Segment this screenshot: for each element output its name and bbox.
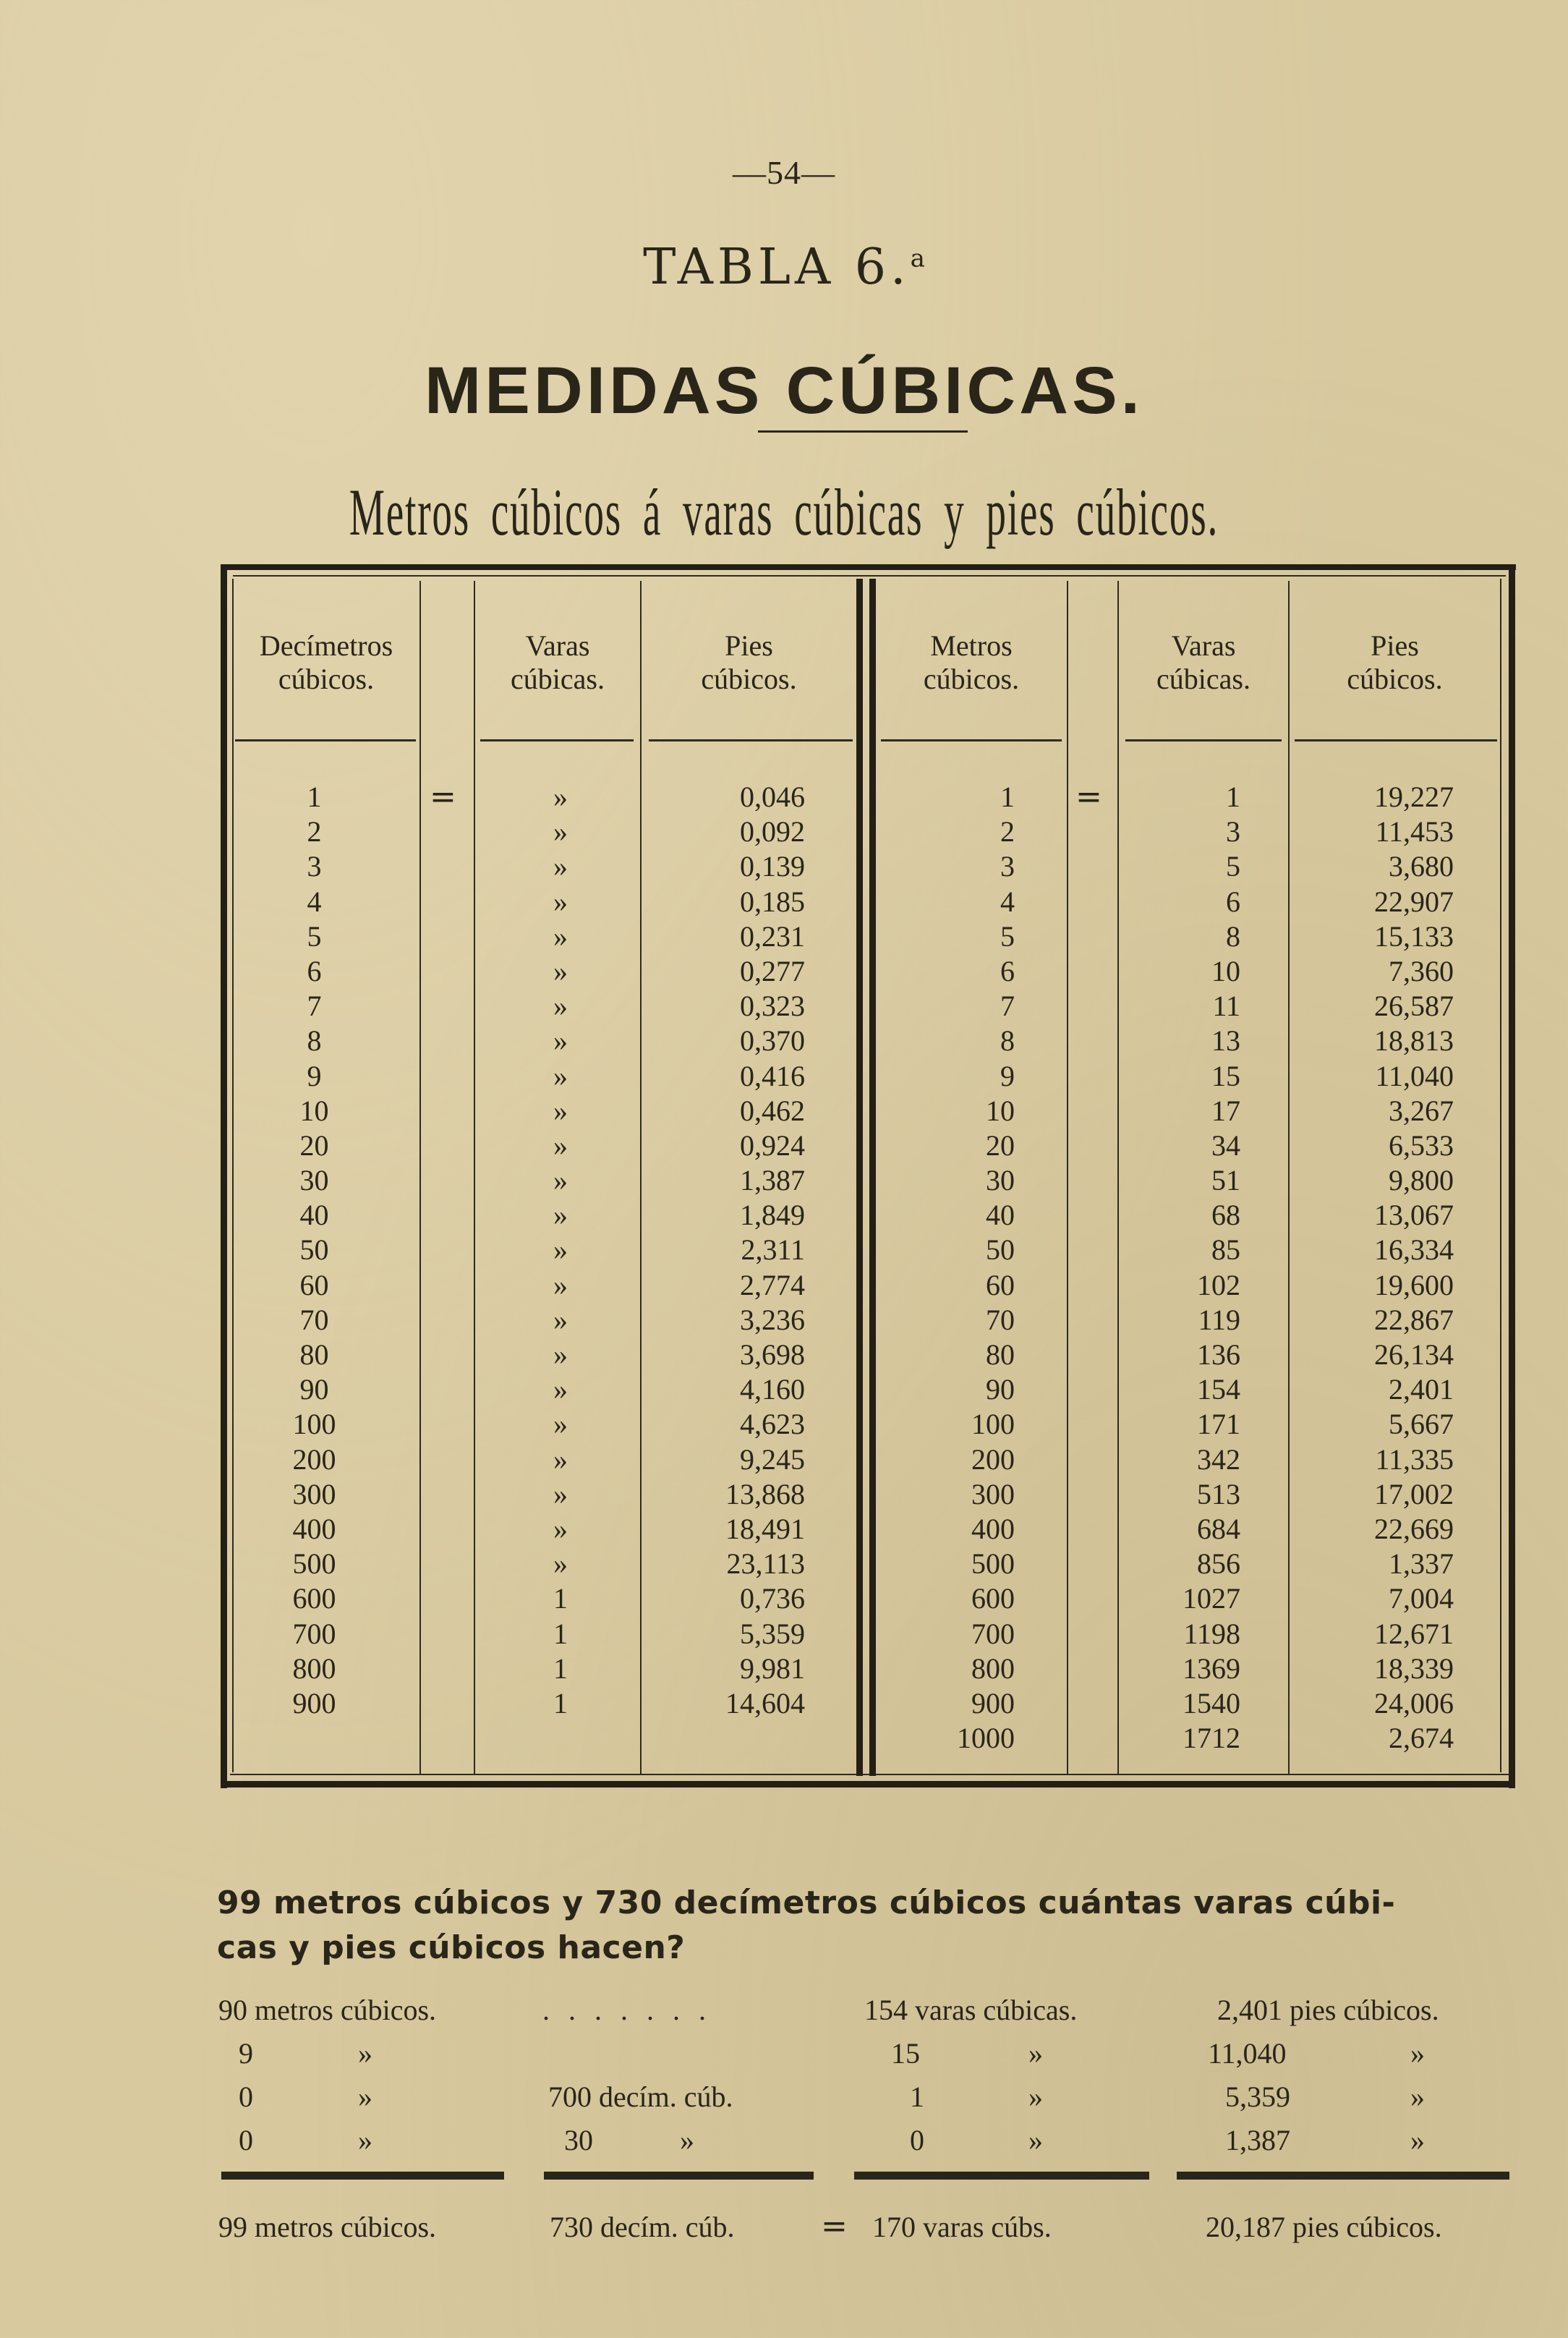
- work-metros: 0: [239, 2080, 253, 2113]
- table-cell-varas: 684: [1197, 1512, 1240, 1545]
- table-cell-units: 5: [307, 919, 322, 953]
- total-metros: 99 metros cúbicos.: [218, 2211, 437, 2243]
- col-sep-left-1: [419, 581, 421, 1774]
- table-cell-varas: 13: [1211, 1024, 1240, 1058]
- table-cell-units: 100: [971, 1408, 1015, 1441]
- table-cell-varas: »: [553, 1442, 568, 1476]
- header-line: Varas: [525, 629, 590, 662]
- table-cell-varas: »: [553, 850, 568, 883]
- table-cell-pies: 6,533: [1389, 1128, 1454, 1162]
- work-pies: [1217, 1993, 1439, 2027]
- table-cell-pies: 3,236: [740, 1303, 805, 1336]
- table-cell-varas: 6: [1226, 885, 1240, 918]
- table-cell-pies: 19,227: [1374, 781, 1454, 813]
- table-cell-pies: 4,623: [740, 1408, 805, 1441]
- table-cell-varas: »: [553, 1268, 568, 1301]
- table-cell-pies: 22,867: [1374, 1303, 1454, 1336]
- col-sep-left-2: [474, 581, 475, 1774]
- table-cell-units: 10: [986, 1094, 1015, 1127]
- table-cell-varas: 856: [1197, 1547, 1240, 1581]
- table-cell-pies: 26,587: [1374, 990, 1454, 1023]
- table-cell-units: 20: [986, 1128, 1015, 1162]
- table-cell-pies: 3,267: [1389, 1094, 1454, 1127]
- work-unit-ditto: »: [358, 2124, 372, 2156]
- table-cell-pies: 2,401: [1389, 1373, 1454, 1406]
- title-underline: [758, 430, 968, 433]
- equals-sign-right: =: [1075, 778, 1102, 815]
- table-cell-varas: 1027: [1183, 1582, 1240, 1615]
- table-cell-units: 8: [307, 1024, 322, 1058]
- work-leader-dots: . . . . . . .: [542, 1994, 712, 2026]
- work-decim: [548, 2080, 733, 2114]
- header-line: cúbicas.: [1156, 663, 1250, 695]
- table-cell-varas: »: [553, 1338, 568, 1371]
- header-rule: [881, 739, 1062, 741]
- work-unit: metros cúbicos.: [255, 1994, 437, 2026]
- table-cell-varas: 11: [1212, 990, 1240, 1023]
- table-cell-pies: 11,040: [1375, 1059, 1454, 1092]
- table-cell-units: 900: [292, 1686, 336, 1720]
- sum-rule: [854, 2172, 1149, 2180]
- table-cell-pies: 3,698: [740, 1338, 805, 1371]
- table-cell-pies: 0,092: [740, 815, 805, 849]
- total-pies: 20,187 pies cúbicos.: [1206, 2211, 1442, 2243]
- table-cell-varas: »: [553, 1373, 568, 1406]
- table-cell-varas: 8: [1226, 919, 1240, 953]
- work-pies: 11,040: [1208, 2037, 1287, 2070]
- table-right-inner-rule: [1500, 579, 1501, 1772]
- work-unit-ditto: »: [680, 2124, 694, 2156]
- table-cell-varas: »: [553, 1303, 568, 1336]
- table-cell-varas: »: [553, 919, 568, 953]
- header-line: cúbicos.: [1347, 663, 1443, 695]
- center-divider-b: [869, 579, 876, 1776]
- table-cell-varas: »: [553, 1408, 568, 1441]
- work-pies: 1,387: [1225, 2124, 1290, 2156]
- table-cell-units: 700: [292, 1617, 336, 1650]
- table-cell-pies: 9,800: [1389, 1164, 1454, 1197]
- table-cell-units: 90: [986, 1373, 1015, 1406]
- work-unit: pies cúbicos.: [1290, 1994, 1439, 2026]
- table-right-border: [1509, 564, 1515, 1788]
- table-cell-units: 300: [971, 1477, 1015, 1510]
- table-cell-varas: 1712: [1183, 1722, 1240, 1755]
- work-varas: [864, 1993, 1077, 2027]
- table-cell-pies: 18,339: [1374, 1652, 1454, 1685]
- table-label: [0, 239, 1568, 296]
- table-cell-varas: »: [553, 1547, 568, 1581]
- work-unit-ditto: »: [358, 2080, 372, 2113]
- table-cell-units: 2: [1000, 815, 1015, 849]
- table-cell-units: 8: [1000, 1024, 1015, 1058]
- table-cell-units: 4: [307, 885, 322, 918]
- table-cell-pies: 0,416: [740, 1059, 805, 1092]
- table-cell-pies: 0,462: [740, 1094, 805, 1127]
- header-varas-right: [1119, 629, 1288, 696]
- table-cell-varas: 1: [553, 1652, 568, 1685]
- table-cell-pies: 24,006: [1374, 1686, 1454, 1720]
- sum-rule: [221, 2172, 504, 2180]
- table-cell-units: 300: [292, 1477, 336, 1510]
- table-cell-pies: 5,359: [740, 1617, 805, 1650]
- header-line: Pies: [1371, 629, 1419, 662]
- table-cell-varas: 119: [1198, 1303, 1240, 1336]
- table-cell-pies: 0,139: [740, 850, 805, 883]
- table-cell-units: 7: [307, 990, 322, 1023]
- table-cell-units: 500: [292, 1547, 336, 1581]
- table-cell-units: 2: [307, 815, 322, 849]
- table-cell-varas: 171: [1197, 1408, 1240, 1441]
- table-cell-pies: 0,323: [740, 990, 805, 1023]
- table-cell-units: 100: [292, 1408, 336, 1441]
- table-cell-pies: 1,337: [1389, 1547, 1454, 1581]
- table-cell-units: 800: [971, 1652, 1015, 1685]
- table-cell-units: 50: [299, 1233, 329, 1267]
- table-cell-pies: 4,160: [740, 1373, 805, 1406]
- table-cell-pies: 7,004: [1389, 1582, 1454, 1615]
- table-cell-pies: 3,680: [1389, 850, 1454, 883]
- table-cell-units: 1: [1000, 781, 1015, 813]
- work-varas: 0: [910, 2124, 924, 2156]
- table-cell-units: 80: [986, 1338, 1015, 1371]
- header-line: Pies: [725, 629, 773, 662]
- table-cell-units: 400: [971, 1512, 1015, 1545]
- work-unit-ditto: »: [1410, 2080, 1425, 2113]
- table-cell-pies: 11,335: [1375, 1442, 1454, 1476]
- work-value: 154: [864, 1994, 908, 2026]
- table-cell-varas: »: [553, 954, 568, 987]
- sum-rule: [544, 2172, 814, 2180]
- table-cell-varas: 68: [1211, 1199, 1240, 1232]
- table-cell-pies: 0,046: [740, 781, 805, 813]
- table-cell-units: 9: [1000, 1059, 1015, 1092]
- table-cell-varas: 1198: [1183, 1617, 1240, 1650]
- table-cell-pies: 18,491: [725, 1512, 805, 1545]
- table-cell-pies: 2,674: [1389, 1722, 1454, 1755]
- table-cell-units: 70: [299, 1303, 329, 1336]
- table-cell-varas: »: [553, 885, 568, 918]
- header-decimetros: [233, 629, 419, 696]
- table-cell-units: 70: [986, 1303, 1015, 1336]
- work-value: 2,401: [1217, 1994, 1282, 2026]
- table-cell-varas: 1369: [1183, 1652, 1240, 1685]
- table-cell-varas: »: [553, 1512, 568, 1545]
- work-unit-ditto: »: [1410, 2124, 1425, 2156]
- work-value: 700: [548, 2080, 592, 2113]
- table-cell-varas: 51: [1211, 1164, 1240, 1197]
- table-cell-varas: 1: [553, 1686, 568, 1720]
- column-varas-right: [1119, 780, 1240, 1756]
- header-line: cúbicas.: [511, 663, 605, 695]
- table-cell-pies: 0,736: [740, 1582, 805, 1615]
- work-unit-ditto: »: [1028, 2124, 1043, 2156]
- table-cell-varas: »: [553, 1024, 568, 1058]
- table-top-border: [221, 564, 1516, 570]
- work-unit-ditto: »: [358, 2037, 372, 2070]
- table-label-text: TABLA 6.: [643, 239, 911, 296]
- table-cell-units: 10: [299, 1094, 329, 1127]
- page-subtitle: Metros cúbicos á varas cúbicas y pies cúbicos.: [349, 475, 1219, 549]
- header-rule: [1125, 739, 1282, 741]
- table-cell-units: 7: [1000, 990, 1015, 1023]
- table-cell-pies: 13,067: [1374, 1199, 1454, 1232]
- table-cell-varas: »: [553, 815, 568, 849]
- table-cell-units: 700: [971, 1617, 1015, 1650]
- table-cell-pies: 22,907: [1374, 885, 1454, 918]
- total-decim: 730 decím. cúb.: [550, 2211, 735, 2243]
- table-cell-pies: 14,604: [725, 1686, 805, 1720]
- table-cell-pies: 26,134: [1374, 1338, 1454, 1371]
- page-title: MEDIDAS CÚBICAS.: [425, 354, 1143, 428]
- table-cell-units: 6: [1000, 954, 1015, 987]
- header-line: cúbicos.: [701, 663, 797, 695]
- header-metros: [876, 629, 1067, 696]
- table-cell-varas: »: [553, 1059, 568, 1092]
- table-cell-units: 20: [299, 1128, 329, 1162]
- column-metros: [876, 780, 1015, 1756]
- table-cell-pies: 0,231: [740, 919, 805, 953]
- column-pies-left: [642, 780, 805, 1721]
- header-rule: [235, 739, 416, 741]
- header-rule: [1295, 739, 1497, 741]
- table-cell-varas: »: [553, 990, 568, 1023]
- table-cell-varas: 3: [1226, 815, 1240, 849]
- equals-sign-left: =: [430, 778, 456, 815]
- table-cell-varas: »: [553, 1477, 568, 1510]
- header-rule: [480, 739, 634, 741]
- table-cell-varas: 102: [1197, 1268, 1240, 1301]
- table-cell-units: 200: [971, 1442, 1015, 1476]
- table-cell-units: 600: [971, 1582, 1015, 1615]
- table-cell-pies: 0,924: [740, 1128, 805, 1162]
- header-line: Decímetros: [259, 629, 393, 662]
- table-cell-units: 200: [292, 1442, 336, 1476]
- work-decim: 30: [564, 2124, 593, 2156]
- column-decimetros: [233, 780, 396, 1721]
- table-cell-pies: 9,245: [740, 1442, 805, 1476]
- table-cell-pies: 11,453: [1375, 815, 1454, 849]
- table-cell-units: 40: [299, 1199, 329, 1232]
- table-cell-pies: 16,334: [1374, 1233, 1454, 1267]
- table-cell-pies: 18,813: [1374, 1024, 1454, 1058]
- table-cell-units: 4: [1000, 885, 1015, 918]
- table-cell-pies: 1,849: [740, 1199, 805, 1232]
- work-unit-ditto: »: [1028, 2037, 1043, 2070]
- table-label-ordinal: a: [910, 244, 925, 273]
- work-varas: 15: [891, 2037, 920, 2070]
- sum-rule: [1177, 2172, 1509, 2180]
- problem-question: [217, 1881, 1519, 1971]
- table-cell-units: 600: [292, 1582, 336, 1615]
- table-cell-varas: 1: [1226, 781, 1240, 813]
- table-cell-units: 30: [986, 1164, 1015, 1197]
- table-cell-pies: 1,387: [740, 1164, 805, 1197]
- table-cell-units: 6: [307, 954, 322, 987]
- table-cell-varas: 85: [1211, 1233, 1240, 1267]
- table-cell-varas: 1: [553, 1617, 568, 1650]
- table-cell-units: 1: [307, 781, 322, 813]
- work-varas: 1: [910, 2080, 924, 2113]
- table-cell-pies: 12,671: [1374, 1617, 1454, 1650]
- table-cell-units: 60: [986, 1268, 1015, 1301]
- table-cell-varas: 1540: [1183, 1686, 1240, 1720]
- table-cell-pies: 19,600: [1374, 1268, 1454, 1301]
- table-cell-units: 3: [307, 850, 322, 883]
- table-cell-units: 50: [986, 1233, 1015, 1267]
- table-bottom-border: [221, 1781, 1515, 1787]
- table-cell-varas: 5: [1226, 850, 1240, 883]
- header-line: cúbicos.: [923, 663, 1020, 695]
- total-equals: =: [821, 2208, 848, 2245]
- table-cell-units: 5: [1000, 919, 1015, 953]
- table-cell-pies: 0,370: [740, 1024, 805, 1058]
- work-unit: decím. cúb.: [599, 2080, 733, 2113]
- table-cell-pies: 2,311: [741, 1233, 805, 1267]
- header-pies-left: [642, 629, 856, 696]
- work-metros: 0: [239, 2124, 253, 2156]
- table-cell-varas: »: [553, 1199, 568, 1232]
- problem-question-line: cas y pies cúbicos hacen?: [217, 1929, 686, 1966]
- table-cell-pies: 13,868: [725, 1477, 805, 1510]
- table-cell-pies: 9,981: [740, 1652, 805, 1685]
- header-line: Metros: [930, 629, 1013, 662]
- work-metros: [218, 1993, 436, 2027]
- table-cell-units: 3: [1000, 850, 1015, 883]
- table-cell-units: 90: [299, 1373, 329, 1406]
- table-cell-units: 9: [307, 1059, 322, 1092]
- table-left-border: [221, 564, 227, 1788]
- table-cell-units: 80: [299, 1338, 329, 1371]
- table-cell-varas: 17: [1211, 1094, 1240, 1127]
- table-cell-pies: 0,277: [740, 954, 805, 987]
- header-pies-right: [1290, 629, 1500, 696]
- work-unit-ditto: »: [1028, 2080, 1043, 2113]
- work-unit: varas cúbicas.: [915, 1994, 1078, 2026]
- table-cell-pies: 0,185: [740, 885, 805, 918]
- table-cell-pies: 23,113: [726, 1547, 805, 1581]
- table-cell-varas: 342: [1197, 1442, 1240, 1476]
- center-divider-a: [856, 579, 863, 1776]
- work-metros: 9: [239, 2037, 253, 2070]
- header-line: cúbicos.: [278, 663, 375, 695]
- header-rule: [649, 739, 853, 741]
- table-cell-varas: 154: [1197, 1373, 1240, 1406]
- table-cell-varas: »: [553, 1128, 568, 1162]
- work-value: 90: [218, 1994, 247, 2026]
- table-cell-varas: »: [553, 1094, 568, 1127]
- work-unit-ditto: »: [1410, 2037, 1425, 2070]
- table-cell-units: 60: [299, 1268, 329, 1301]
- column-varas-left: [506, 780, 615, 1721]
- table-cell-varas: 136: [1197, 1338, 1240, 1371]
- table-cell-units: 500: [971, 1547, 1015, 1581]
- table-cell-pies: 5,667: [1389, 1408, 1454, 1441]
- table-cell-units: 900: [971, 1686, 1015, 1720]
- column-pies-right: [1290, 780, 1454, 1756]
- table-cell-varas: 513: [1197, 1477, 1240, 1510]
- problem-question-line: 99 metros cúbicos y 730 decímetros cúbicos cuántas varas cúbi-: [217, 1884, 1396, 1921]
- table-cell-varas: 34: [1211, 1128, 1240, 1162]
- table-cell-varas: 1: [553, 1582, 568, 1615]
- col-sep-right-1: [1067, 581, 1068, 1774]
- table-cell-pies: 2,774: [740, 1268, 805, 1301]
- total-varas: 170 varas cúbs.: [872, 2211, 1052, 2243]
- table-cell-varas: 15: [1211, 1059, 1240, 1092]
- table-cell-units: 40: [986, 1199, 1015, 1232]
- table-cell-units: 800: [292, 1652, 336, 1685]
- table-cell-units: 400: [292, 1512, 336, 1545]
- page-number: —54—: [733, 154, 835, 191]
- table-cell-units: 1000: [957, 1722, 1015, 1755]
- table-cell-pies: 22,669: [1374, 1512, 1454, 1545]
- table-cell-pies: 17,002: [1374, 1477, 1454, 1510]
- header-line: Varas: [1171, 629, 1236, 662]
- table-cell-pies: 7,360: [1389, 954, 1454, 987]
- table-top-inner-rule: [233, 575, 1506, 577]
- table-cell-varas: »: [553, 1233, 568, 1267]
- table-cell-varas: »: [553, 1164, 568, 1197]
- header-varas-left: [475, 629, 640, 696]
- table-cell-pies: 15,133: [1374, 919, 1454, 953]
- work-pies: 5,359: [1225, 2080, 1290, 2113]
- table-cell-units: 30: [299, 1164, 329, 1197]
- table-cell-varas: »: [553, 781, 568, 813]
- table-cell-varas: 10: [1211, 954, 1240, 987]
